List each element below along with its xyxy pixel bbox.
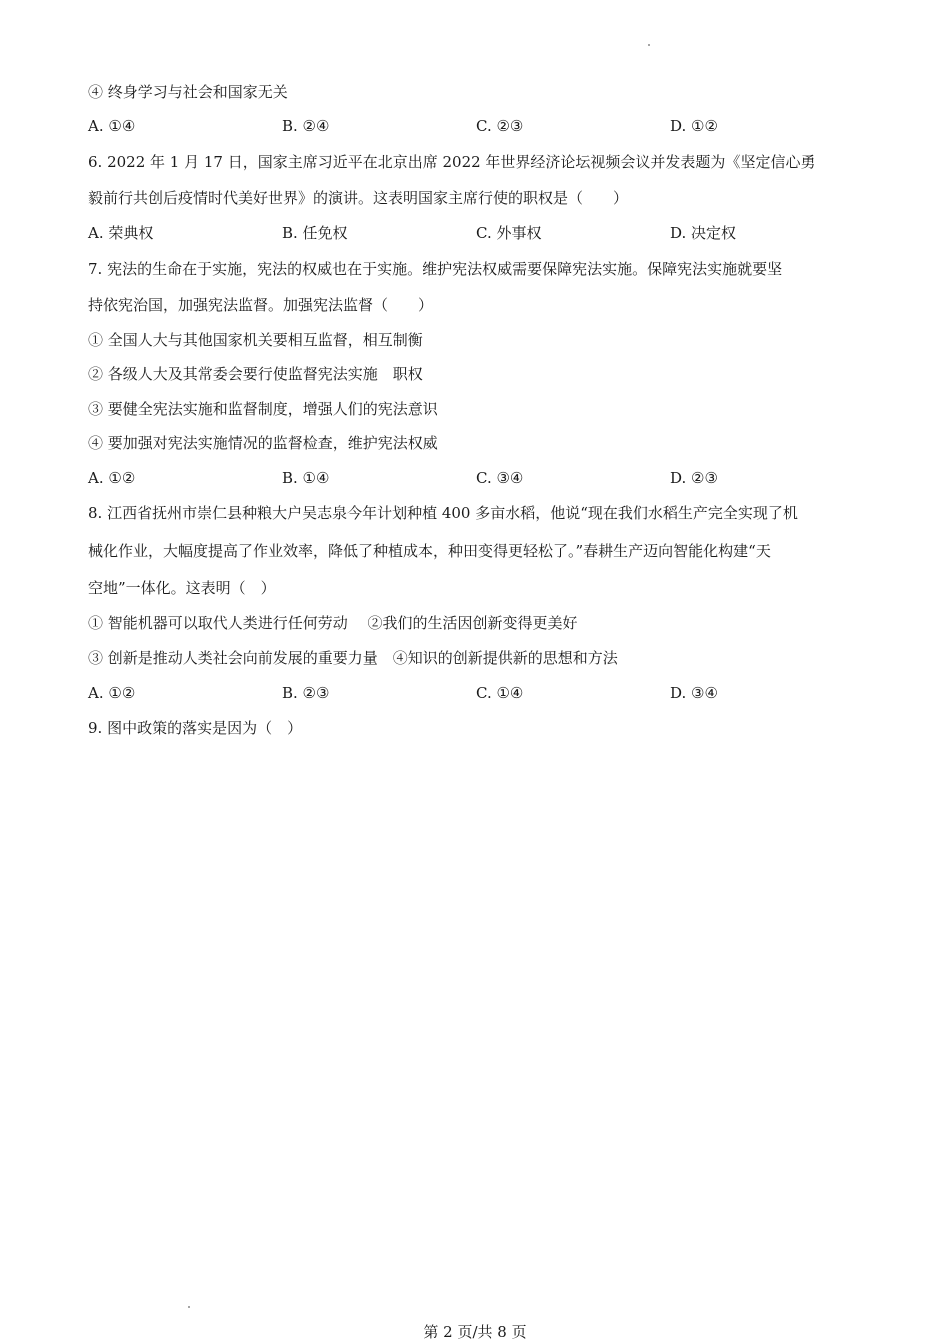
q8-items-row2: ③ 创新是推动人类社会向前发展的重要力量 ④知识的创新提供新的思想和方法 [88,649,618,667]
scan-speck [648,44,650,46]
q8-stem-line2: 械化作业，大幅度提高了作业效率，降低了种植成本，种田变得更轻松了。”春耕生产迈向智能化构建“天 [88,542,771,560]
q7-option-c[interactable]: C. ③④ [476,469,524,487]
q7-option-a[interactable]: A. ①② [88,469,136,487]
q5-item-4: ④ 终身学习与社会和国家无关 [88,83,288,101]
q7-stem-line2: 持依宪治国，加强宪法监督。加强宪法监督（ ） [88,296,434,314]
q7-option-d[interactable]: D. ②③ [670,469,718,487]
q7-item-1: ① 全国人大与其他国家机关要相互监督，相互制衡 [88,331,423,349]
q8-option-d[interactable]: D. ③④ [670,684,718,702]
q7-option-b[interactable]: B. ①④ [282,469,330,487]
q7-item-2: ② 各级人大及其常委会要行使监督宪法实施 职权 [88,365,423,383]
q6-stem-line1: 6. 2022 年 1 月 17 日，国家主席习近平在北京出席 2022 年世界经济论坛视频会议并发表题为《坚定信心勇 [88,153,816,171]
page-number: 第 2 页/共 8 页 [423,1323,527,1341]
q5-option-c[interactable]: C. ②③ [476,117,524,135]
q6-option-a[interactable]: A. 荣典权 [88,224,154,242]
q8-stem-line1: 8. 江西省抚州市崇仁县种粮大户吴志泉今年计划种植 400 多亩水稻，他说“现在我们水稻生产完全实现了机 [88,504,798,522]
q8-items-row1: ① 智能机器可以取代人类进行任何劳动 ②我们的生活因创新变得更美好 [88,614,578,632]
q7-item-3: ③ 要健全宪法实施和监督制度，增强人们的宪法意识 [88,400,438,418]
q8-option-b[interactable]: B. ②③ [282,684,330,702]
q6-option-d[interactable]: D. 决定权 [670,224,737,242]
q5-option-b[interactable]: B. ②④ [282,117,330,135]
q6-option-c[interactable]: C. 外事权 [476,224,542,242]
q7-stem-line1: 7. 宪法的生命在于实施，宪法的权威也在于实施。维护宪法权威需要保障宪法实施。保障宪法实施就要坚 [88,260,783,278]
q8-stem-line3: 空地”一体化。这表明（ ） [88,579,276,597]
scan-speck [188,1306,190,1308]
q9-stem: 9. 图中政策的落实是因为（ ） [88,719,303,737]
q6-option-b[interactable]: B. 任免权 [282,224,348,242]
q5-option-d[interactable]: D. ①② [670,117,718,135]
q8-option-a[interactable]: A. ①② [88,684,136,702]
q7-item-4: ④ 要加强对宪法实施情况的监督检查，维护宪法权威 [88,434,438,452]
q6-stem-line2: 毅前行共创后疫情时代美好世界》的演讲。这表明国家主席行使的职权是（ ） [88,189,629,207]
q8-option-c[interactable]: C. ①④ [476,684,524,702]
q5-option-a[interactable]: A. ①④ [88,117,136,135]
